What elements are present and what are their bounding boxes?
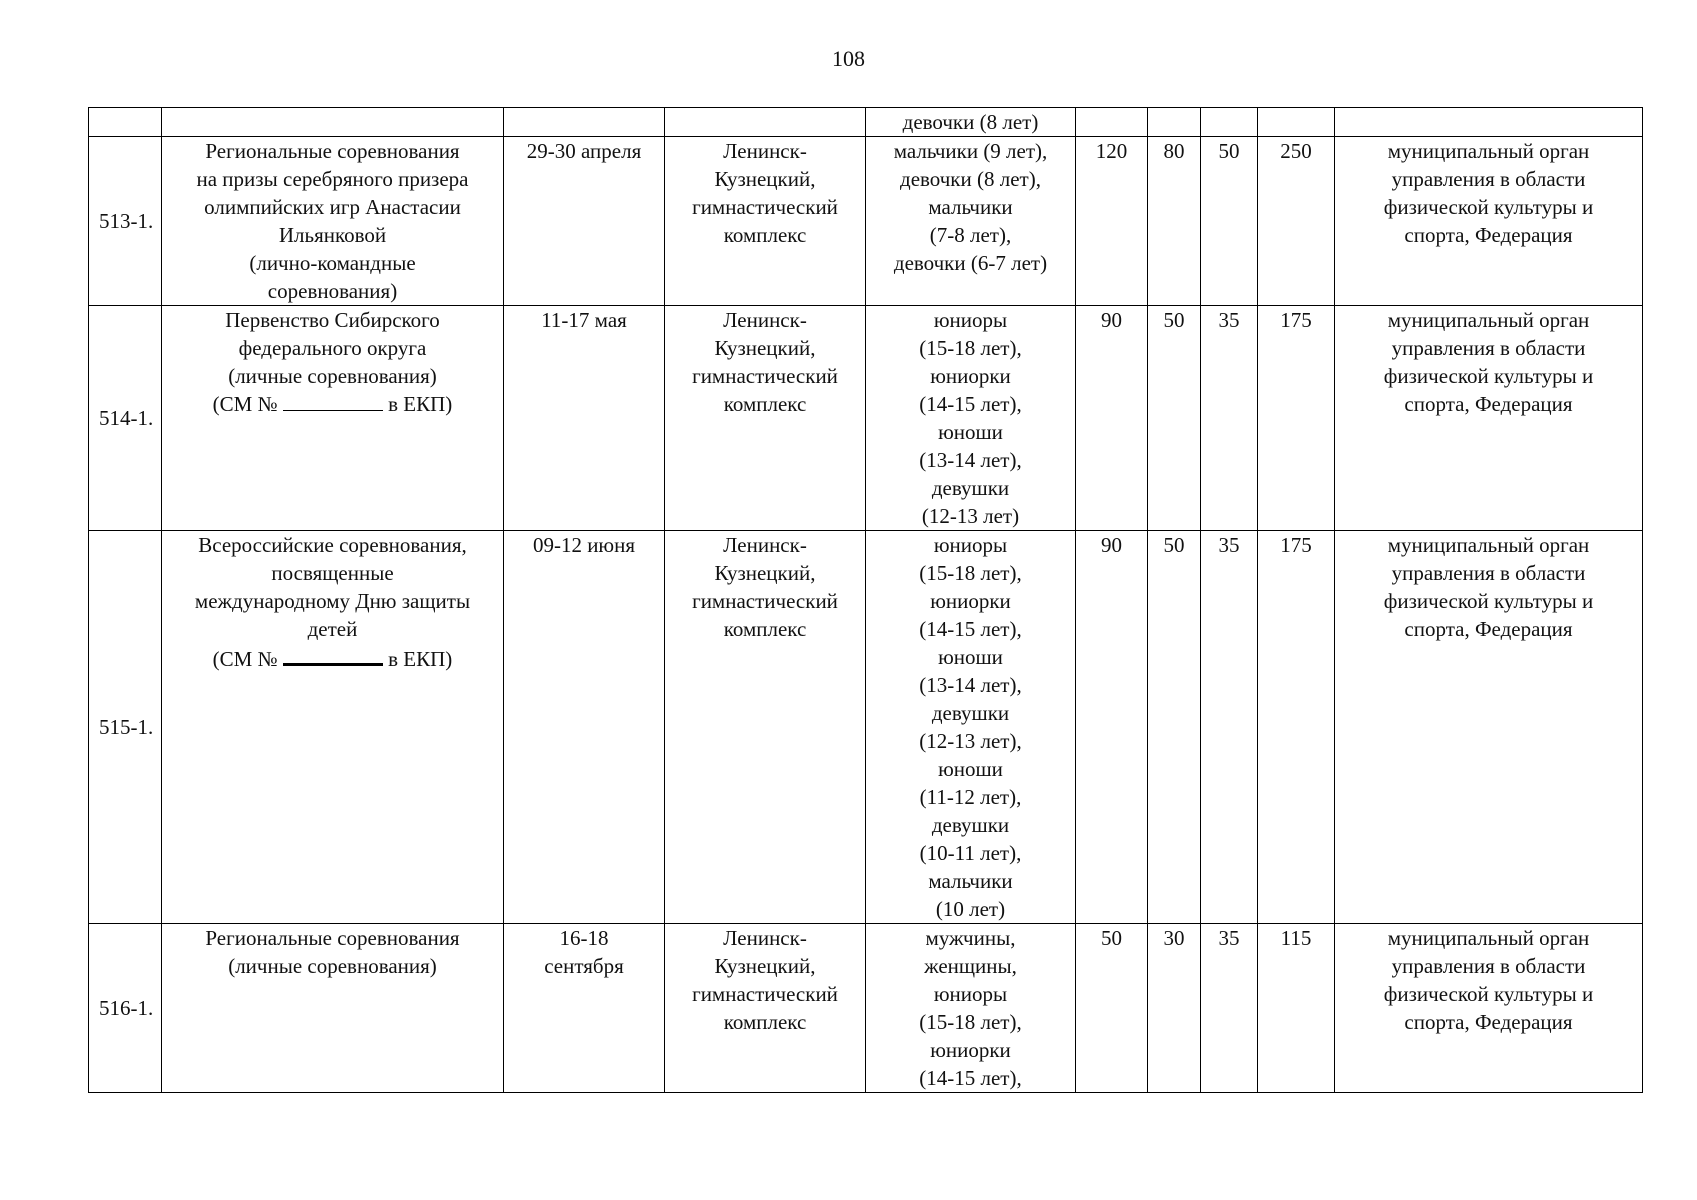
cm-number-blank [283, 390, 383, 411]
cell-dates: 11-17 мая [504, 306, 665, 531]
competition-schedule-table [88, 107, 1643, 1093]
cell-n3: 35 [1201, 531, 1258, 924]
cell-n2: 50 [1148, 531, 1201, 924]
cell-n1: 50 [1076, 924, 1148, 1093]
event-name: Всероссийские соревнования, посвященные международному Дню защиты детей [194, 533, 471, 641]
cell-n4: 250 [1258, 137, 1335, 306]
page-number: 108 [832, 46, 865, 71]
table-row [89, 306, 1643, 531]
cell-name: Региональные соревнования (личные соревнования) [162, 924, 504, 1093]
cell-org: муниципальный орган управления в области физической культуры и спорта, Федерация [1335, 306, 1643, 531]
cell-dates: 16-18 сентября [504, 924, 665, 1093]
cell-participants: девочки (8 лет) [866, 108, 1076, 137]
cell-n1: 90 [1076, 306, 1148, 531]
cell-dates: 09-12 июня [504, 531, 665, 924]
table-row [89, 531, 1643, 924]
cell-org: муниципальный орган управления в области физической культуры и спорта, Федерация [1335, 137, 1643, 306]
cm-suffix: в ЕКП) [388, 647, 453, 671]
cell-n3: 35 [1201, 306, 1258, 531]
cell-participants: мальчики (9 лет), девочки (8 лет), мальчики (7-8 лет), девочки (6-7 лет) [866, 137, 1076, 306]
cell-n1: 120 [1076, 137, 1148, 306]
cell-org [1335, 108, 1643, 137]
continuation-row [89, 108, 1643, 137]
table-row [89, 137, 1643, 306]
cell-name [162, 108, 504, 137]
table-row [89, 924, 1643, 1093]
cell-num: 514-1. [89, 306, 162, 531]
cell-place: Ленинск- Кузнецкий, гимнастический комплекс [665, 531, 866, 924]
cell-n2: 80 [1148, 137, 1201, 306]
cell-place [665, 108, 866, 137]
cm-prefix: (СМ № [212, 647, 278, 671]
cell-n4: 175 [1258, 306, 1335, 531]
cell-n4 [1258, 108, 1335, 137]
cell-n1: 90 [1076, 531, 1148, 924]
cm-prefix: (СМ № [212, 392, 278, 416]
cell-n4: 175 [1258, 531, 1335, 924]
cell-org: муниципальный орган управления в области физической культуры и спорта, Федерация [1335, 924, 1643, 1093]
cell-n3 [1201, 108, 1258, 137]
event-name: Первенство Сибирского федерального округа (личные соревнования) [225, 308, 440, 388]
cell-place: Ленинск- Кузнецкий, гимнастический комплекс [665, 924, 866, 1093]
cell-num [89, 108, 162, 137]
cell-participants: юниоры (15-18 лет), юниорки (14-15 лет), юноши (13-14 лет), девушки (12-13 лет) [866, 306, 1076, 531]
cell-participants: мужчины, женщины, юниоры (15-18 лет), юниорки (14-15 лет), [866, 924, 1076, 1093]
cell-org: муниципальный орган управления в области физической культуры и спорта, Федерация [1335, 531, 1643, 924]
cell-dates: 29-30 апреля [504, 137, 665, 306]
cm-suffix: в ЕКП) [388, 392, 453, 416]
cell-n4: 115 [1258, 924, 1335, 1093]
cell-n1 [1076, 108, 1148, 137]
cell-num: 516-1. [89, 924, 162, 1093]
cell-n2 [1148, 108, 1201, 137]
cell-n2: 30 [1148, 924, 1201, 1093]
cell-n2: 50 [1148, 306, 1201, 531]
cm-number-blank [283, 643, 383, 666]
cell-n3: 50 [1201, 137, 1258, 306]
cell-n3: 35 [1201, 924, 1258, 1093]
cell-num: 515-1. [89, 531, 162, 924]
cell-name: Региональные соревнования на призы серебряного призера олимпийских игр Анастасии Ильянковой (лично-командные соревнования) [162, 137, 504, 306]
cell-participants: юниоры (15-18 лет), юниорки (14-15 лет), юноши (13-14 лет), девушки (12-13 лет), юноши (11-12 лет), девушки (10-11 лет), мальчики (10 лет) [866, 531, 1076, 924]
cell-name [162, 306, 504, 531]
cell-place: Ленинск- Кузнецкий, гимнастический комплекс [665, 306, 866, 531]
cell-dates [504, 108, 665, 137]
cell-place: Ленинск- Кузнецкий, гимнастический комплекс [665, 137, 866, 306]
cell-name [162, 531, 504, 924]
cell-num: 513-1. [89, 137, 162, 306]
